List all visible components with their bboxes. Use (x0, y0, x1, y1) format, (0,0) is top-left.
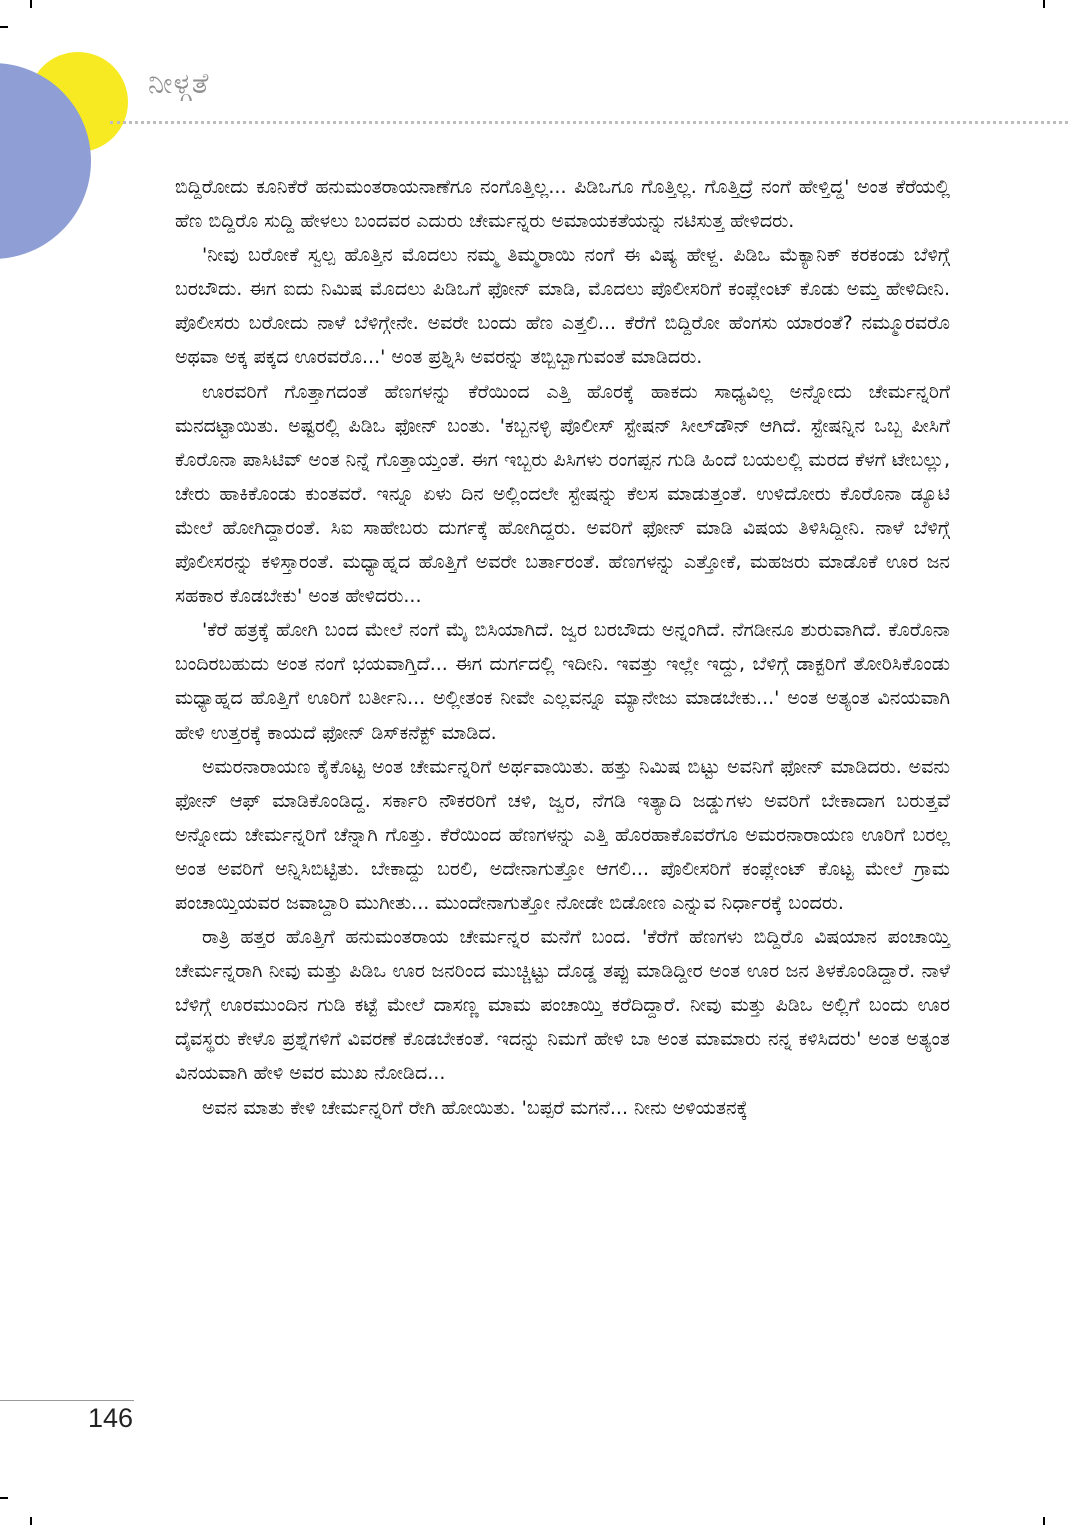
crop-mark (30, 1517, 32, 1525)
paragraph: 'ನೀವು ಬರೋಕೆ ಸ್ವಲ್ಪ ಹೊತ್ತಿನ ಮೊದಲು ನಮ್ಮ ತಿಮ್ಮರಾಯಿ ನಂಗೆ ಈ ವಿಷ್ಯ ಹೇಳ್ದ. ಪಿಡಿಒ ಮೆಕ್ಯಾನಿಕ್ ಕರಕಂಡು ಬೆಳಿಗ್ಗೆ ಬರಬೌದು. ಈಗ ಐದು ನಿಮಿಷ ಮೊದಲು ಪಿಡಿಒಗೆ ಫೋನ್ ಮಾಡಿ, ಮೊದಲು ಪೊಲೀಸರಿಗೆ ಕಂಪ್ಲೇಂಟ್ ಕೊಡು ಅಮ್ತ ಹೇಳಿದೀನಿ. ಪೊಲೀಸರು ಬರೋದು ನಾಳೆ ಬೆಳಿಗ್ಗೇನೇ. ಅವರೇ ಬಂದು ಹೆಣ ಎತ್ತಲಿ... ಕೆರೆಗೆ ಬಿದ್ದಿರೋ ಹೆಂಗಸು ಯಾರಂತೆ? ನಮ್ಮೂರವರೊ ಅಥವಾ ಅಕ್ಕ ಪಕ್ಕದ ಊರವರೊ...' ಅಂತ ಪ್ರಶ್ನಿಸಿ ಅವರನ್ನು ತಬ್ಬಿಬ್ಬಾಗುವಂತೆ ಮಾಡಿದರು. (175, 244, 950, 369)
crop-mark (1043, 1517, 1045, 1525)
crop-mark (0, 26, 8, 28)
crop-mark (30, 0, 32, 8)
section-title: ನೀಳ್ಗತೆ (148, 66, 210, 100)
crop-mark (0, 1497, 8, 1499)
paragraph: ರಾತ್ರಿ ಹತ್ತರ ಹೊತ್ತಿಗೆ ಹನುಮಂತರಾಯ ಚೇರ್ಮನ್ನರ ಮನೆಗೆ ಬಂದ. 'ಕೆರೆಗೆ ಹೆಣಗಳು ಬಿದ್ದಿರೊ ವಿಷಯಾನ ಪಂಚಾಯ್ತಿ ಚೇರ್ಮನ್ನರಾಗಿ ನೀವು ಮತ್ತು ಪಿಡಿಒ ಊರ ಜನರಿಂದ ಮುಚ್ಚಿಟ್ಟು ದೊಡ್ಡ ತಪ್ಪು ಮಾಡಿದ್ದೀರ ಅಂತ ಊರ ಜನ ತಿಳಕೊಂಡಿದ್ದಾರೆ. ನಾಳೆ ಬೆಳಿಗ್ಗೆ ಊರಮುಂದಿನ ಗುಡಿ ಕಟ್ಟೆ ಮೇಲೆ ದಾಸಣ್ಣ ಮಾಮ ಪಂಚಾಯ್ತಿ ಕರೆದಿದ್ದಾರೆ. ನೀವು ಮತ್ತು ಪಿಡಿಒ ಅಲ್ಲಿಗೆ ಬಂದು ಊರ ದೈವಸ್ಥರು ಕೇಳೊ ಪ್ರಶ್ನೆಗಳಿಗೆ ವಿವರಣೆ ಕೊಡಬೇಕಂತೆ. ಇದನ್ನು ನಿಮಗೆ ಹೇಳಿ ಬಾ ಅಂತ ಮಾಮಾರು ನನ್ನ ಕಳಿಸಿದರು' ಅಂತ ಅತ್ಯಂತ ವಿನಯವಾಗಿ ಹೇಳಿ ಅವರ ಮುಖ ನೋಡಿದ... (175, 926, 950, 1085)
footer-rule (0, 1400, 134, 1401)
crop-mark (1043, 0, 1045, 8)
body-text (175, 170, 950, 1125)
page-number: 146 (88, 1403, 134, 1433)
paragraph: 'ಕೆರೆ ಹತ್ರಕ್ಕೆ ಹೋಗಿ ಬಂದ ಮೇಲೆ ನಂಗೆ ಮೈ ಬಿಸಿಯಾಗಿದೆ. ಜ್ವರ ಬರಬೌದು ಅನ್ನಂಗಿದೆ. ನೆಗಡೀನೂ ಶುರುವಾಗಿದೆ. ಕೊರೊನಾ ಬಂದಿರಬಹುದು ಅಂತ ನಂಗೆ ಭಯವಾಗ್ತಿದೆ... ಈಗ ದುರ್ಗದಲ್ಲಿ ಇದೀನಿ. ಇವತ್ತು ಇಲ್ಲೇ ಇದ್ದು, ಬೆಳಿಗ್ಗೆ ಡಾಕ್ಟರಿಗೆ ತೋರಿಸಿಕೊಂಡು ಮಧ್ಯಾಹ್ನದ ಹೊತ್ತಿಗೆ ಊರಿಗೆ ಬರ್ತೀನಿ... ಅಲ್ಲೀತಂಕ ನೀವೇ ಎಲ್ಲವನ್ನೂ ಮ್ಯಾನೇಜು ಮಾಡಬೇಕು...' ಅಂತ ಅತ್ಯಂತ ವಿನಯವಾಗಿ ಹೇಳಿ ಉತ್ತರಕ್ಕೆ ಕಾಯದೆ ಫೋನ್ ಡಿಸ್‌ಕನೆಕ್ಟ್ ಮಾಡಿದ. (175, 619, 950, 744)
paragraph: ಅವನ ಮಾತು ಕೇಳಿ ಚೇರ್ಮನ್ನರಿಗೆ ರೇಗಿ ಹೋಯಿತು. 'ಬಪ್ಪರೆ ಮಗನೆ... ನೀನು ಅಳಿಯತನಕ್ಕೆ (202, 1096, 748, 1119)
header-dotted-rule (110, 121, 1068, 124)
paragraph: ಅಮರನಾರಾಯಣ ಕೈಕೊಟ್ಟ ಅಂತ ಚೇರ್ಮನ್ನರಿಗೆ ಅರ್ಥವಾಯಿತು. ಹತ್ತು ನಿಮಿಷ ಬಿಟ್ಟು ಅವನಿಗೆ ಫೋನ್ ಮಾಡಿದರು. ಅವನು ಫೋನ್ ಆಫ್ ಮಾಡಿಕೊಂಡಿದ್ದ. ಸರ್ಕಾರಿ ನೌಕರರಿಗೆ ಚಳಿ, ಜ್ವರ, ನೆಗಡಿ ಇತ್ಯಾದಿ ಜಡ್ಡುಗಳು ಅವರಿಗೆ ಬೇಕಾದಾಗ ಬರುತ್ತವೆ ಅನ್ನೋದು ಚೇರ್ಮನ್ನರಿಗೆ ಚೆನ್ನಾಗಿ ಗೊತ್ತು. ಕೆರೆಯಿಂದ ಹೆಣಗಳನ್ನು ಎತ್ತಿ ಹೊರಹಾಕೊವರೆಗೂ ಅಮರನಾರಾಯಣ ಊರಿಗೆ ಬರಲ್ಲ ಅಂತ ಅವರಿಗೆ ಅನ್ನಿಸಿಬಿಟ್ಟಿತು. ಬೇಕಾದ್ದು ಬರಲಿ, ಅದೇನಾಗುತ್ತೋ ಆಗಲಿ... ಪೊಲೀಸರಿಗೆ ಕಂಪ್ಲೇಂಟ್ ಕೊಟ್ಟ ಮೇಲೆ ಗ್ರಾಮ ಪಂಚಾಯ್ತಿಯವರ ಜವಾಬ್ದಾರಿ ಮುಗೀತು... ಮುಂದೇನಾಗುತ್ತೋ ನೋಡೇ ಬಿಡೋಣ ಎನ್ನುವ ನಿರ್ಧಾರಕ್ಕೆ ಬಂದರು. (175, 755, 950, 914)
paragraph: ಬಿದ್ದಿರೋದು ಕೂನಿಕೆರೆ ಹನುಮಂತರಾಯನಾಣೆಗೂ ನಂಗೊತ್ತಿಲ್ಲ... ಪಿಡಿಒಗೂ ಗೊತ್ತಿಲ್ಲ. ಗೊತ್ತಿದ್ರೆ ನಂಗೆ ಹೇಳ್ತಿದ್ದ' ಅಂತ ಕೆರೆಯಲ್ಲಿ ಹೆಣ ಬಿದ್ದಿರೊ ಸುದ್ದಿ ಹೇಳಲು ಬಂದವರ ಎದುರು ಚೇರ್ಮನ್ನರು ಅಮಾಯಕತೆಯನ್ನು ನಟಿಸುತ್ತ ಹೇಳಿದರು. (175, 176, 950, 233)
paragraph: ಊರವರಿಗೆ ಗೊತ್ತಾಗದಂತೆ ಹೆಣಗಳನ್ನು ಕೆರೆಯಿಂದ ಎತ್ತಿ ಹೊರಕ್ಕೆ ಹಾಕದು ಸಾಧ್ಯವಿಲ್ಲ ಅನ್ನೋದು ಚೇರ್ಮನ್ನರಿಗೆ ಮನದಟ್ಟಾಯಿತು. ಅಷ್ಟರಲ್ಲಿ ಪಿಡಿಒ ಫೋನ್ ಬಂತು. 'ಕಬ್ಬನಳ್ಳಿ ಪೊಲೀಸ್ ಸ್ಟೇಷನ್ ಸೀಲ್‌ಡೌನ್ ಆಗಿದೆ. ಸ್ಟೇಷನ್ನಿನ ಒಬ್ಬ ಪೀಸಿಗೆ ಕೊರೊನಾ ಪಾಸಿಟಿವ್ ಅಂತ ನಿನ್ನೆ ಗೊತ್ತಾಯ್ತಂತೆ. ಈಗ ಇಬ್ಬರು ಪಿಸಿಗಳು ರಂಗಪ್ಪನ ಗುಡಿ ಹಿಂದೆ ಬಯಲಲ್ಲಿ ಮರದ ಕೆಳಗೆ ಟೇಬಲ್ಲು, ಚೇರು ಹಾಕಿಕೊಂಡು ಕುಂತವರೆ. ಇನ್ನೂ ಏಳು ದಿನ ಅಲ್ಲಿಂದಲೇ ಸ್ಟೇಷನ್ನು ಕೆಲಸ ಮಾಡುತ್ತಂತೆ. ಉಳಿದೋರು ಕೊರೊನಾ ಡ್ಯೂಟಿ ಮೇಲೆ ಹೋಗಿದ್ದಾರಂತೆ. ಸಿಐ ಸಾಹೇಬರು ದುರ್ಗಕ್ಕೆ ಹೋಗಿದ್ದರು. ಅವರಿಗೆ ಫೋನ್ ಮಾಡಿ ವಿಷಯ ತಿಳಿಸಿದ್ದೀನಿ. ನಾಳೆ ಬೆಳಿಗ್ಗೆ ಪೊಲೀಸರನ್ನು ಕಳಿಸ್ತಾರಂತೆ. ಮಧ್ಯಾಹ್ನದ ಹೊತ್ತಿಗೆ ಅವರೇ ಬರ್ತಾರಂತೆ. ಹೆಣಗಳನ್ನು ಎತ್ತೋಕೆ, ಮಹಜರು ಮಾಡೊಕೆ ಊರ ಜನ ಸಹಕಾರ ಕೊಡಬೇಕು' ಅಂತ ಹೇಳಿದರು... (175, 380, 950, 608)
